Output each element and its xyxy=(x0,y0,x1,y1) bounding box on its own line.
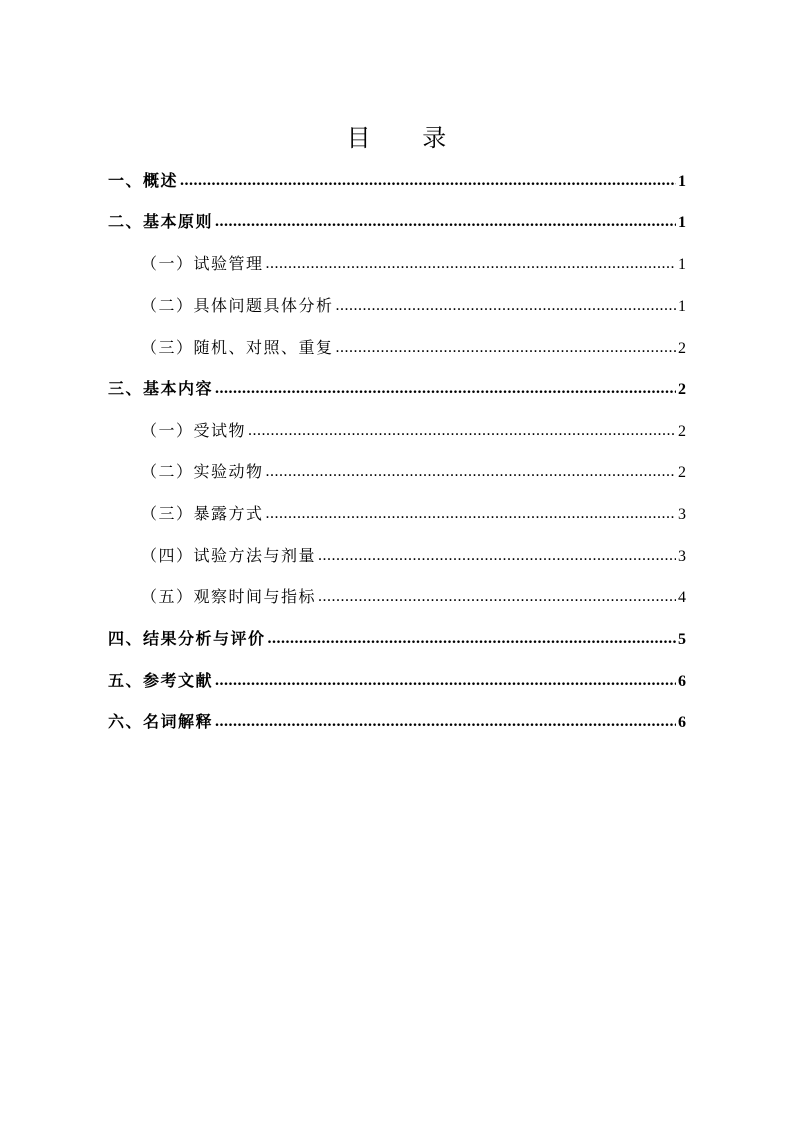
toc-entry-page: 2 xyxy=(678,423,686,440)
dot-leader xyxy=(318,585,676,609)
dot-leader xyxy=(266,252,676,276)
toc-entry-label: （一）试验管理 xyxy=(141,254,264,273)
toc-entry-page: 6 xyxy=(678,714,686,731)
toc-entry-label: （二）具体问题具体分析 xyxy=(141,296,334,315)
toc-entry-page: 3 xyxy=(678,548,686,565)
toc-entry-label: 三、基本内容 xyxy=(108,379,214,398)
toc-entry-label: 一、概述 xyxy=(108,171,179,190)
dot-leader xyxy=(266,460,676,484)
dot-leader xyxy=(180,169,676,193)
toc-entry-overview[interactable] xyxy=(108,169,686,193)
toc-title: 目 录 xyxy=(346,124,469,152)
dot-leader xyxy=(318,544,676,568)
toc-entry-references[interactable] xyxy=(108,669,686,693)
toc-entry-label: （一）受试物 xyxy=(141,421,247,440)
toc-entry-page: 1 xyxy=(678,214,686,231)
toc-entry-case-by-case[interactable] xyxy=(141,294,686,318)
toc-entry-page: 3 xyxy=(678,506,686,523)
toc-entry-randomization[interactable] xyxy=(141,336,686,360)
dot-leader xyxy=(215,710,676,734)
toc-entry-observation[interactable] xyxy=(141,585,686,609)
toc-entry-label: 五、参考文献 xyxy=(108,671,214,690)
toc-entry-basic-content[interactable] xyxy=(108,377,686,401)
toc-entry-label: 六、名词解释 xyxy=(108,712,214,731)
toc-entry-results-evaluation[interactable] xyxy=(108,627,686,651)
toc-entry-label: 二、基本原则 xyxy=(108,212,214,231)
dot-leader xyxy=(268,627,676,651)
dot-leader xyxy=(215,669,676,693)
toc-entry-label: （四）试验方法与剂量 xyxy=(141,546,317,565)
toc-entry-page: 6 xyxy=(678,673,686,690)
dot-leader xyxy=(336,336,676,360)
toc-entry-label: （三）暴露方式 xyxy=(141,504,264,523)
dot-leader xyxy=(266,502,676,526)
toc-entry-label: （二）实验动物 xyxy=(141,462,264,481)
toc-entry-basic-principles[interactable] xyxy=(108,210,686,234)
toc-entry-exposure-route[interactable] xyxy=(141,502,686,526)
toc-entry-page: 2 xyxy=(678,464,686,481)
dot-leader xyxy=(215,210,676,234)
toc-entry-glossary[interactable] xyxy=(108,710,686,734)
toc-entry-page: 1 xyxy=(678,298,686,315)
toc-entry-label: （五）观察时间与指标 xyxy=(141,587,317,606)
toc-entry-page: 2 xyxy=(678,340,686,357)
dot-leader xyxy=(248,419,676,443)
toc-entry-page: 1 xyxy=(678,256,686,273)
toc-entry-laboratory-animals[interactable] xyxy=(141,460,686,484)
toc-entry-page: 2 xyxy=(678,381,686,398)
toc-entry-page: 5 xyxy=(678,631,686,648)
toc-entry-test-management[interactable] xyxy=(141,252,686,276)
toc-entry-methods-and-dose[interactable] xyxy=(141,544,686,568)
toc-entry-label: 四、结果分析与评价 xyxy=(108,629,266,648)
dot-leader xyxy=(336,294,676,318)
toc-entry-page: 1 xyxy=(678,173,686,190)
dot-leader xyxy=(215,377,676,401)
toc-entry-page: 4 xyxy=(678,589,686,606)
toc-entry-test-article[interactable] xyxy=(141,419,686,443)
toc-entry-label: （三）随机、对照、重复 xyxy=(141,338,334,357)
